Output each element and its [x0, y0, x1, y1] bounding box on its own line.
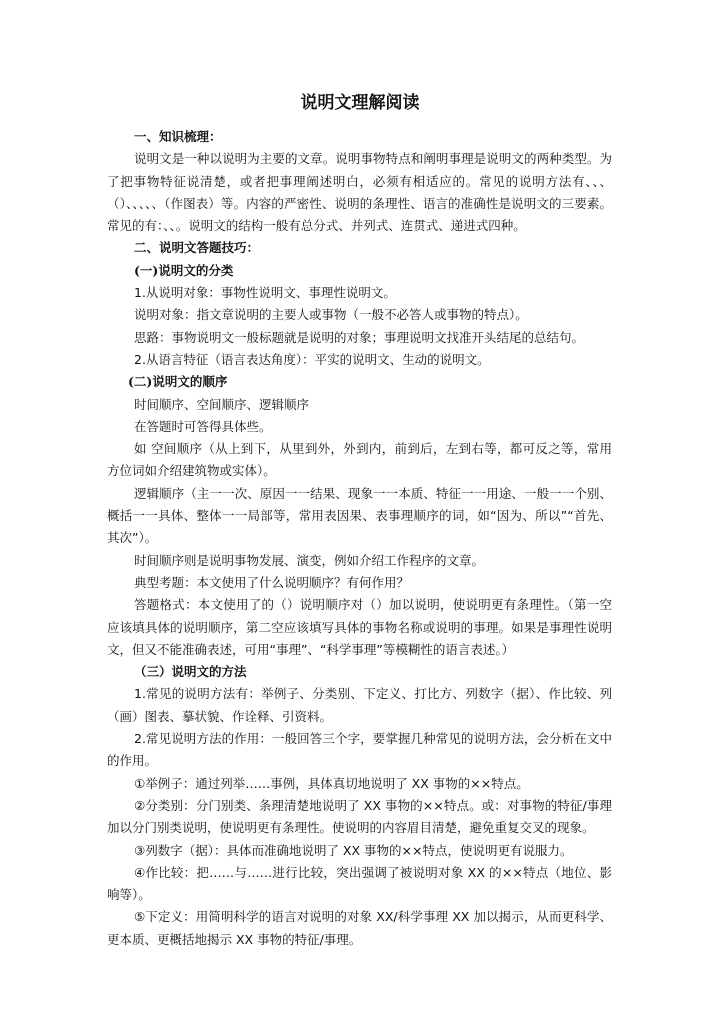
section-heading: 一、知识梳理：: [134, 129, 222, 144]
paragraph: 如 空间顺序（从上到下，从里到外，外到内，前到后，左到右等，都可反之等，常用方位词如介绍建筑物或实体）。: [107, 441, 612, 479]
paragraph: 说明对象：指文章说明的主要人或事物（一般不必答人或事物的特点）。: [134, 307, 528, 323]
paragraph: ①举例子：通过列举……事例，具体真切地说明了 XX 事物的××特点。: [134, 775, 529, 791]
paragraph: 时间顺序、空间顺序、逻辑顺序: [134, 396, 310, 412]
paragraph: ④作比较：把……与……进行比较，突出强调了被说明对象 XX 的××特点（地位、影响等）。: [107, 864, 612, 903]
paragraph: 1.从说明对象：事物性说明文、事理性说明文。: [134, 285, 396, 301]
paragraph: 2.常见说明方法的作用：一般回答三个字，要掌握几种常见的说明方法，会分析在文中的作用。: [107, 731, 612, 769]
paragraph: ⑤下定义：用简明科学的语言对说明的对象 XX/科学事理 XX 加以揭示，从而更科学、更本质、更概括地揭示 XX 事物的特征/事理。: [107, 909, 612, 947]
paragraph: 说明文是一种以说明为主要的文章。说明事物特点和阐明事理是说明文的两种类型。为了把事物特征说清楚，或者把事理阐述明白，必须有相适应的。常见的说明方法有、、、（）、、、、、（作图表）等。内容的严密性、说明的条理性、语言的准确性是说明文的三要素。常见的有：、、。说明文的结构一般有总分式、并列式、连贯式、递进式四种。: [107, 151, 612, 234]
section-heading: 二、说明文答题技巧：: [134, 240, 260, 256]
paragraph: 在答题时可答得具体些。: [134, 418, 272, 434]
paragraph: ③列数字（据）：具体而准确地说明了 XX 事物的××特点，使说明更有说服力。: [134, 842, 573, 858]
paragraph: 2.从语言特征（语言表达角度）：平实的说明文、生动的说明文。: [134, 351, 490, 367]
paragraph: ②分类别：分门别类、条理清楚地说明了 XX 事物的××特点。或：对事物的特征/事理加以分门别类说明，使说明更有条理性。使说明的内容眉目清楚，避免重复交叉的现象。: [107, 797, 612, 836]
document-body: [107, 126, 612, 951]
section-heading: (一)说明文的分类: [134, 262, 234, 278]
paragraph: 1.常见的说明方法有：举例子、分类别、下定义、打比方、列数字（据）、作比较、列（画）图表、摹状貌、作诠释、引资料。: [107, 686, 612, 724]
paragraph: 答题格式：本文使用了的（）说明顺序对（）加以说明，使说明更有条理性。（第一空应该填具体的说明顺序，第二空应该填写具体的事物名称或说明的事理。如果是事理性说明文，但又不能准确表述，可用“事理”、“科学事理”等模糊性的语言表述。）: [107, 597, 612, 657]
paragraph: 思路：事物说明文一般标题就是说明的对象；事理说明文找准开头结尾的总结句。: [134, 329, 585, 345]
section-heading: (二)说明文的顺序: [128, 374, 228, 390]
section-heading: （三）说明文的方法: [134, 664, 247, 680]
paragraph: 时间顺序则是说明事物发展、演变，例如介绍工作程序的文章。: [134, 552, 485, 568]
paragraph: 逻辑顺序（主一一次、原因一一结果、现象一一本质、特征一一用途、一般一一个别、概括一一具体、整体一一局部等，常用表因果、表事理顺序的词，如“因为、所以”“首先、其次”）。: [107, 485, 612, 546]
paragraph: 典型考题：本文使用了什么说明顺序？有何作用？: [134, 574, 410, 590]
page-title: 说明文理解阅读: [300, 93, 420, 113]
